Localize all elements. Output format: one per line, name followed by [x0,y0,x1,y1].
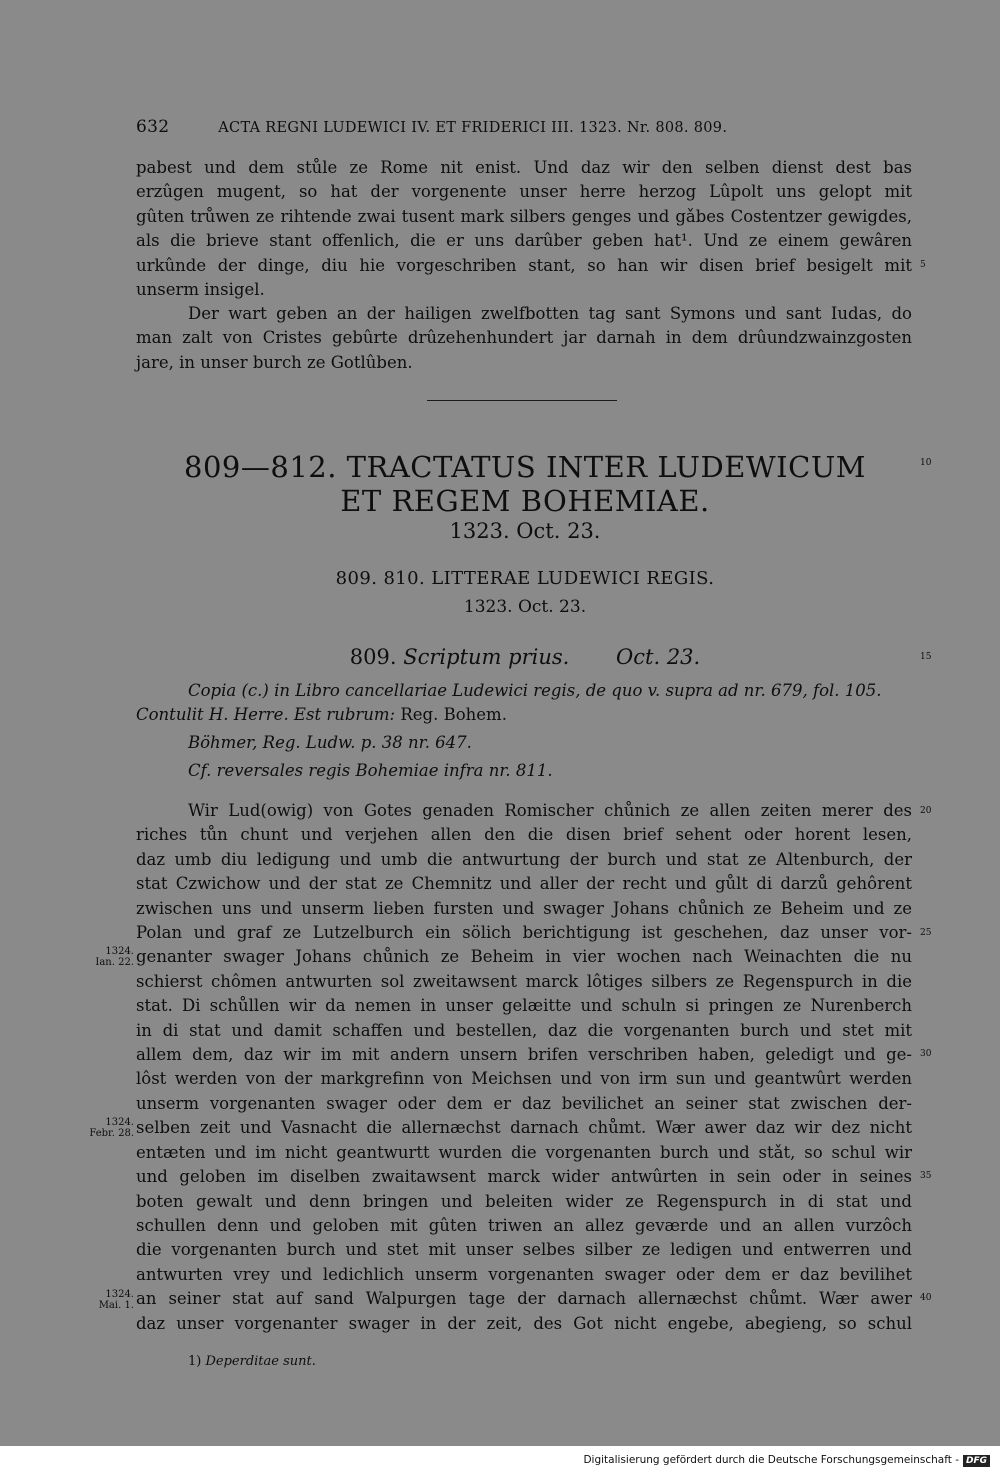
margin-date-year: 1324. [105,1289,134,1300]
text-line: riches tůn chunt und verjehen allen den die disen brief sehent oder horent lesen, [136,825,912,845]
credit-text: Digitalisierung gefördert durch die Deutsche Forschungsgemeinschaft - [583,1454,959,1466]
line-number: 5 [920,260,926,270]
line-number: 15 [920,652,932,662]
margin-date [84,1289,134,1311]
line-number: 40 [920,1293,932,1303]
section-divider [427,400,617,401]
margin-date-day: Ian. 22. [95,957,134,968]
text-line: in di stat und damit schaffen und bestellen, daz die vorgenanten burch und stet mit [136,1020,912,1040]
text-line: die vorgenanten burch und stet mit unser selbes silber ze ledigen und entwerren und [136,1240,912,1260]
margin-date-day: Febr. 28. [89,1128,134,1139]
document-label: Scriptum prius. [403,645,570,669]
closing-paragraph [136,302,912,375]
margin-date-year: 1324. [105,1117,134,1128]
footnote [188,1354,316,1369]
text-line: schierst chômen antwurten sol zweitawsent marck lôtiges silbers ze Regenspurch in die [136,971,912,991]
margin-date-year: 1324. [105,946,134,957]
boehmer-note: Böhmer, Reg. Ludw. p. 38 nr. 647. [188,733,472,752]
text-line: selben zeit und Vasnacht die allernæchst darnach chůmt. Wær awer daz wir dez nicht [136,1118,912,1138]
text-line: schullen denn und geloben mit gûten triwen an allez geværde und an allen vurzôch [136,1215,912,1235]
line-number: 10 [920,458,932,468]
text-line: gûten trůwen ze rihtende zwai tusent mark silbers genges und gǎbes Costentzer gewigdes, [136,206,912,226]
text-line: unserm insigel. [136,280,265,300]
text-line: genanter swager Johans chůnich ze Beheim in vier wochen nach Weinachten die nu [136,947,912,967]
text-line: entæten und im nicht geantwurtt wurden die vorgenanten burch und stǎt, so schul wir [136,1142,912,1162]
text-line: jare, in unser burch ze Gotlûben. [136,352,413,372]
margin-date [84,946,134,968]
text-line: Wir Lud(owig) von Gotes genaden Romischer chůnich ze allen zeiten merer des [188,801,912,820]
line-number: 20 [920,806,932,816]
footnote-text: Deperditae sunt. [205,1354,316,1369]
text-line: urkûnde der dinge, diu hie vorgeschriben stant, so han wir disen brief besigelt mit [136,255,912,275]
text-line: lôst werden von der markgrefinn von Meichsen und von irm sun und geantwûrt werden [136,1069,912,1089]
subsection-date: 1323. Oct. 23. [463,597,587,617]
text-line: als die brieve stant offenlich, die er uns darûber geben hat¹. Und ze einem gewâren [136,231,912,251]
top-paragraph [136,156,912,302]
text-line: antwurten vrey und ledichlich unserm vorgenanten swager oder dem er daz bevilihet [136,1264,912,1284]
section-title-line-1: 809—812. TRACTATUS INTER LUDEWICUM [184,450,866,484]
document-date: Oct. 23. [616,645,701,669]
text-line: allem dem, daz wir im mit andern unsern brifen verschriben haben, geledigt und ge- [136,1045,912,1065]
text-line: und geloben im diselben zwaitawsent marck wider antwûrten in sein oder in seines [136,1167,912,1187]
subsection-title: 809. 810. LITTERAE LUDEWICI REGIS. [335,568,715,589]
margin-date-day: Mai. 1. [98,1300,134,1311]
text-line: stat Czwichow und der stat ze Chemnitz und aller der recht und gůlt di darzů gehôrent [136,874,912,894]
text-line: unserm vorgenanten swager oder dem er daz bevilichet an seiner stat zwischen der- [136,1093,912,1113]
dfg-logo: DFG [963,1455,990,1467]
footnote-number: 1) [188,1354,202,1369]
contulit-note [136,705,507,724]
text-line: daz unser vorgenanter swager in der zeit, des Got nicht engebe, abegieng, so schul [136,1313,912,1333]
section-date: 1323. Oct. 23. [449,519,601,543]
section-title-line-2: ET REGEM BOHEMIAE. [340,484,710,518]
text-line: stat. Di schůllen wir da nemen in unser gelæitte und schuln si pringen ze Nurenberch [136,996,912,1016]
contulit-italic: Contulit H. Herre. Est rubrum: [136,705,396,724]
line-number: 30 [920,1049,932,1059]
text-line: Polan und graf ze Lutzelburch ein sölich berichtigung ist geschehen, daz unser vor- [136,923,912,943]
line-number: 35 [920,1171,932,1181]
contulit-roman: Reg. Bohem. [395,705,507,724]
text-line: Der wart geben an der hailigen zwelfbotten tag sant Symons und sant Iudas, do [188,304,912,323]
text-line: zwischen uns und unserm lieben fursten und swager Johans chůnich ze Beheim und ze [136,898,912,918]
copia-note: Copia (c.) in Libro cancellariae Ludewici regis, de quo v. supra ad nr. 679, fol. 105. [188,681,882,700]
page-number: 632 [136,117,170,137]
text-line: erzûgen mugent, so hat der vorgenente unser herre herzog Lûpolt uns gelopt mit [136,182,912,202]
document-number: 809. [349,645,397,669]
text-line: pabest und dem stůle ze Rome nit enist. Und daz wir den selben dienst dest bas [136,158,912,177]
text-line: daz umb diu ledigung und umb die antwurtung der burch und stat ze Altenburch, der [136,849,912,869]
digitization-credit [583,1454,990,1467]
text-line: man zalt von Cristes gebûrte drûzehenhundert jar darnah in dem drûundzwainzgosten [136,328,912,348]
running-title: ACTA REGNI LUDEWICI IV. ET FRIDERICI III. 1323. Nr. 808. 809. [218,120,728,136]
text-line: boten gewalt und denn bringen und beleiten wider ze Regenspurch in di stat und [136,1191,912,1211]
cf-note: Cf. reversales regis Bohemiae infra nr. 811. [188,761,553,780]
margin-date [84,1117,134,1139]
running-header [136,117,806,137]
document-heading [0,645,1000,669]
main-text [136,799,912,1336]
text-line: an seiner stat auf sand Walpurgen tage der darnach allernæchst chůmt. Wær awer [136,1289,912,1309]
line-number: 25 [920,928,932,938]
